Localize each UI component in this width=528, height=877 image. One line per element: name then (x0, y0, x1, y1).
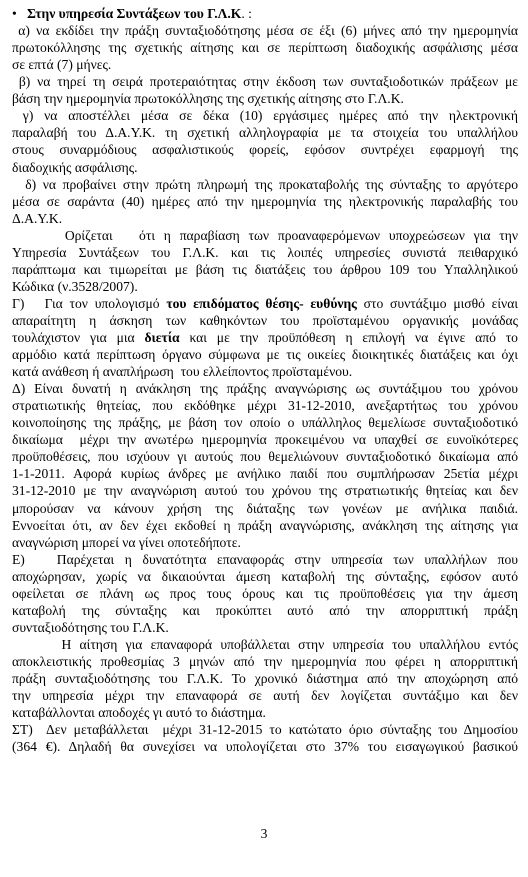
text-run: μπορούσαν να κάνουν χρήση της διάταξης των γονέων με ανήλικα παιδιά. (12, 500, 518, 516)
text-line (12, 415, 518, 431)
text-run: Γ) Για τον υπολογισμό (12, 295, 167, 311)
text-run: Δ.Α.Υ.Κ. (12, 210, 63, 226)
text-line (12, 654, 518, 670)
text-run: Υπηρεσία Συντάξεων του Γ.Λ.Κ. και τις λοιπές υπηρεσίες συνιστά πειθαρχικό (12, 244, 518, 260)
text-line (12, 552, 518, 568)
text-line (12, 501, 518, 517)
text-line (12, 518, 518, 534)
text-line (12, 245, 518, 261)
text-line (12, 347, 518, 363)
text-run: δ) να προβαίνει στην πρώτη πληρωμή της προκαταβολής της σύνταξης το αργότερο (12, 176, 518, 192)
text-line (12, 279, 518, 295)
text-run: οφείλεται σε πλάνη ως προς τους όρους και τις προϋποθέσεις για την άμεση (12, 585, 518, 601)
text-run: γ) να αποστέλλει μέσα σε δέκα (10) εργάσιμες ημέρες από την ηλεκτρονική (12, 108, 518, 124)
text-run: αποχώρησαν, χωρίς να δικαιούνται άμεση καταβολή της σύνταξης, εφόσον αυτό (12, 568, 518, 584)
text-run: στο συντάξιμο μισθό είναι (356, 295, 518, 311)
text-run: ΣΤ) Δεν μεταβάλλεται μέχρι 31-12-2015 το κατώτατο όριο σύνταξης του Δημοσίου (12, 722, 518, 738)
text-line (12, 57, 518, 73)
text-run: πρωτοκόλλησης της σχετικής αίτησης και σε περίπτωση διαδοχικής ασφάλισης μέσα (12, 40, 518, 56)
text-run: αποκλειστικής προθεσμίας 3 μηνών από την ημερομηνία που φέρει η απορριπτική (12, 653, 518, 669)
text-line (12, 211, 518, 227)
text-run: Κώδικα (ν.3528/2007). (12, 278, 138, 294)
text-line (12, 722, 518, 738)
text-line (12, 739, 518, 755)
text-run: 1-1-2011. Αφορά κυρίως άνδρες με ανήλικο παιδί που συμπλήρωσαν 25ετία μέχρι (12, 466, 518, 482)
text-line (12, 160, 518, 176)
text-line (12, 688, 518, 704)
text-line (12, 142, 518, 158)
text-line (12, 466, 518, 482)
text-line (12, 91, 518, 107)
text-line (12, 603, 518, 619)
text-line (12, 108, 518, 124)
text-run: αναγνώριση μπορεί να γίνει οποτεδήποτε. (12, 534, 241, 550)
text-line (12, 262, 518, 278)
text-run: παράπτωμα και τιμωρείται με βάση τις διατάξεις του άρθρου 109 του Υπαλληλικού (12, 261, 518, 277)
text-run: Δ) Είναι δυνατή η ανάκληση της πράξης αναγνώρισης ως συντάξιμου του χρόνου (12, 381, 518, 397)
text-line (12, 569, 518, 585)
text-line (12, 364, 518, 380)
text-run: κοινοποίησης της πράξης, με βάση τον οποίο ο υπάλληλος θεμελίωσε συνταξιοδοτικό (12, 415, 518, 431)
text-run: Εννοείται ότι, αν δεν έχει εκδοθεί η πράξη αναγνώρισης, ανάκληση της αίτησης για (12, 517, 518, 533)
text-run: κατά ανάθεση ή αναπλήρωση του ελλείποντος προϊσταμένου. (12, 364, 353, 380)
text-line (12, 432, 518, 448)
bold-text: του επιδόματος θέσης- ευθύνης (166, 295, 357, 311)
text-line (12, 330, 518, 346)
text-run: Η αίτηση για επαναφορά υποβάλλεται στην υπηρεσία του υπαλλήλου εντός (12, 636, 518, 652)
text-line (12, 177, 518, 193)
page-number: 3 (260, 826, 268, 841)
text-run: προϋποθέσεις, που ισχύουν γι αυτούς που θεμελιώνουν συνταξιοδοτικό δικαίωμα από (12, 449, 518, 465)
text-run: (364 €). Δηλαδή θα συνεχίσει να υπολογίζεται στο 37% του εισαγωγικού βασικού (12, 739, 518, 755)
text-run: 31-12-2010 με την αναγνώριση αυτού του χρόνου της στρατιωτικής θητείας και δεν (12, 483, 518, 499)
text-run: την υπηρεσία μέχρι την επαναφορά σε αυτή δεν λογίζεται συντάξιμο και δεν (12, 688, 518, 703)
text-line (12, 637, 518, 653)
text-run: β) να τηρεί τη σειρά προτεραιότητας στην έκδοση των συνταξιοδοτικών πράξεων με (12, 74, 518, 90)
text-line (12, 194, 518, 210)
text-run: συνταξιοδότησης του Γ.Λ.Κ. (12, 619, 169, 635)
text-line (12, 40, 518, 56)
text-line (12, 74, 518, 90)
text-line (12, 398, 518, 414)
text-line (12, 228, 518, 244)
text-run: δικαίωμα μέχρι την ανωτέρω ημερομηνία προκειμένου να υπαχθεί σε ευνοϊκότερες (12, 432, 518, 448)
text-run: διαδοχικής ασφάλισης. (12, 159, 138, 175)
text-run: παραλαβή του Δ.Α.Υ.Κ. τη σχετική αλληλογραφία με τα στοιχεία του υπαλλήλου (12, 125, 518, 141)
text-run: και με την προϋπόθεση η επιλογή να έγινε από το (179, 329, 518, 345)
bold-text: διετία (144, 329, 180, 345)
bold-text: Στην υπηρεσία Συντάξεων του Γ.Λ.Κ (26, 6, 242, 21)
text-run: καταβολή της σύνταξης και προκύπτει αυτό από την απορριπτική πράξη (12, 602, 518, 618)
text-run: στους συναρμόδιους ασφαλιστικούς φορείς, εφόσον συντρέχει εφαρμογή της (12, 142, 518, 158)
text-run: . : (241, 6, 252, 21)
text-line (12, 449, 518, 465)
text-line (12, 381, 518, 397)
text-line (12, 535, 518, 551)
text-line (12, 483, 518, 499)
text-run: στρατιωτικής θητείας, που εκδόθηκε μέχρι 31-12-2010, ανεξαρτήτως του χρόνου (12, 398, 518, 414)
text-line (12, 620, 518, 636)
text-line (12, 313, 518, 329)
text-line (12, 23, 518, 39)
text-run: μέσα σε σαράντα (40) ημέρες από την ημερομηνία της ηλεκτρονικής παραλαβής του (12, 193, 518, 209)
text-run: αρμόδιο κατά περίπτωση όργανο σύμφωνα με τις οικείες διοικητικές διατάξεις και όχι (12, 347, 518, 362)
text-run: απαραίτητη η άσκηση των καθηκόντων του προϊσταμένου οργανικής μονάδας (12, 312, 518, 328)
text-run: Ε) Παρέχεται η δυνατότητα επαναφοράς στην υπηρεσία των υπαλλήλων που (12, 551, 518, 567)
text-run: α) να εκδίδει την πράξη συνταξιοδότησης μέσα σε έξι (6) μήνες από την ημερομηνία (12, 23, 518, 39)
text-line (12, 671, 518, 687)
text-line (12, 6, 518, 22)
text-line (12, 586, 518, 602)
text-run: • (12, 6, 27, 21)
text-run: βάση την ημερομηνία πρωτοκόλλησης της σχετικής αίτησης στο Γ.Λ.Κ. (12, 91, 404, 107)
text-run: σε επτά (7) μήνες. (12, 57, 112, 73)
text-line (12, 705, 518, 721)
text-run: Ορίζεται ότι η παραβίαση των προαναφερόμενων υποχρεώσεων για την (12, 227, 518, 243)
text-line (12, 296, 518, 312)
text-line (12, 125, 518, 141)
text-run: τουλάχιστον για μια (12, 329, 145, 345)
text-run: πράξη συνταξιοδότησης του Γ.Λ.Κ. Το χρονικό διάστημα από την αποχώρηση από (12, 671, 518, 686)
text-run: καταβάλλονται αποδοχές γι αυτό το διάστημα. (12, 705, 266, 721)
